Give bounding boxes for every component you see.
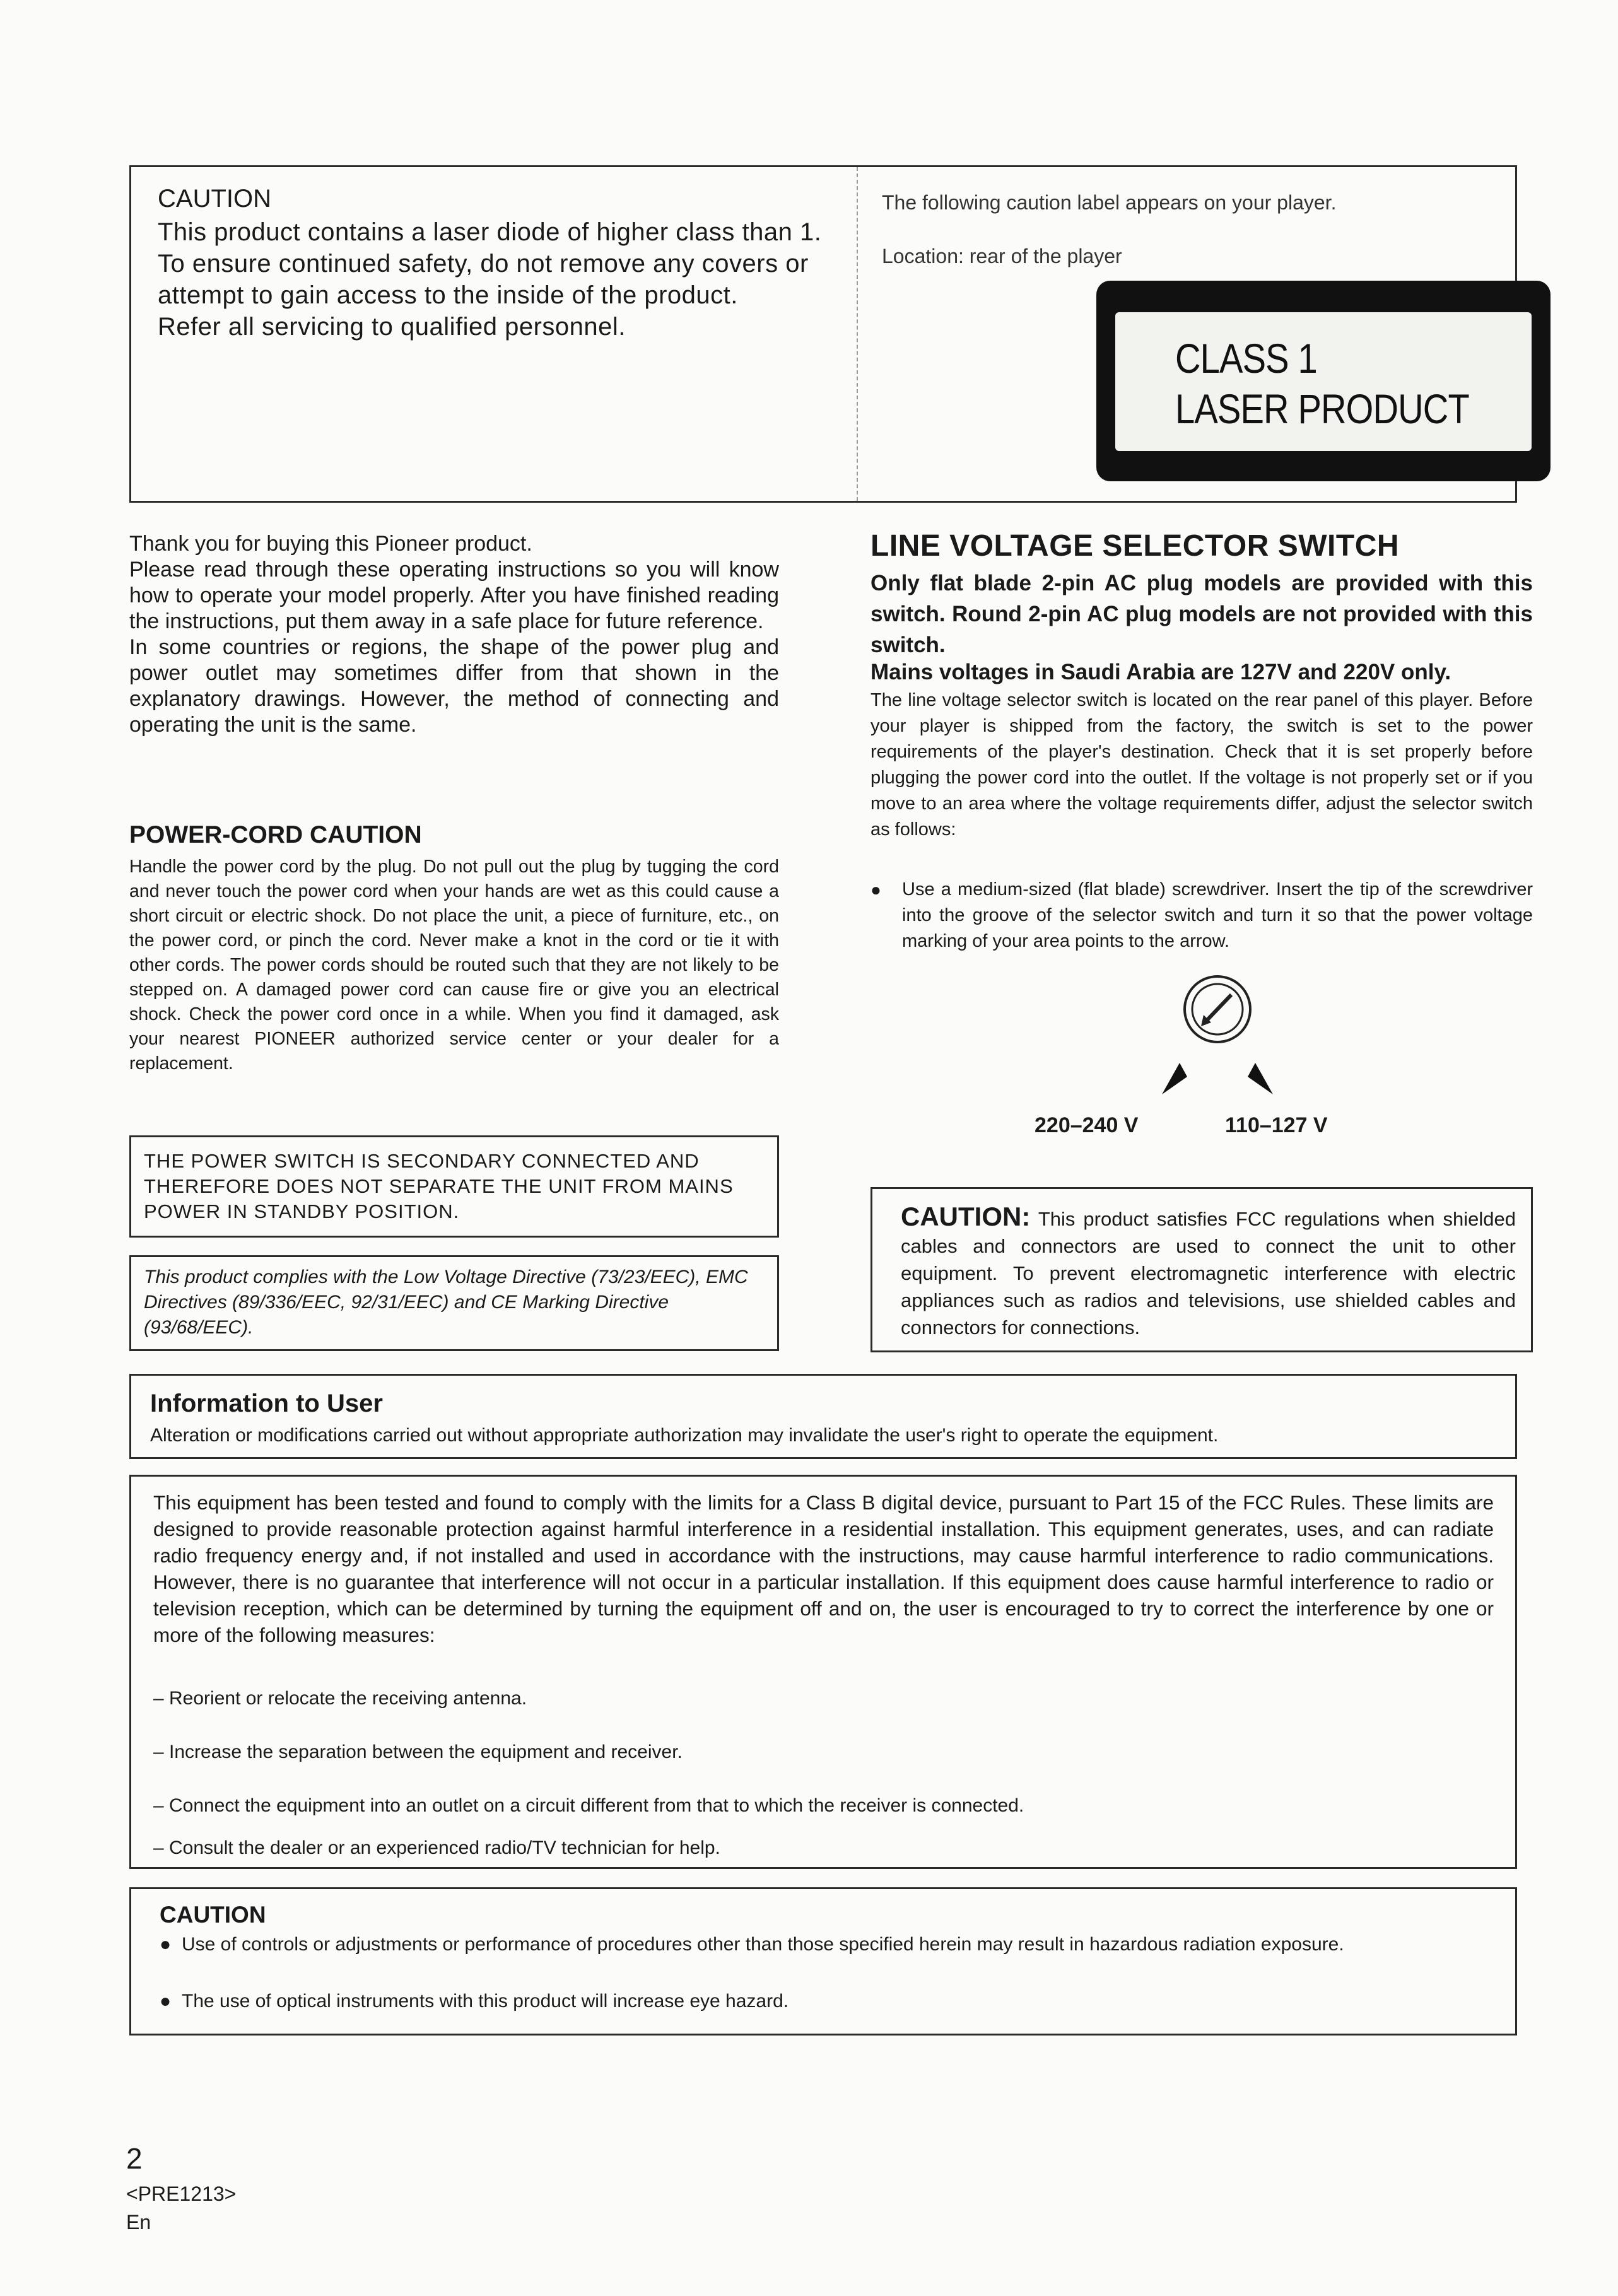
info-to-user-box: [129, 1374, 1517, 1459]
lvd-notice-box: [129, 1255, 779, 1351]
line-voltage-heading: LINE VOLTAGE SELECTOR SWITCH: [871, 529, 1400, 563]
bullet-icon: ●: [160, 1991, 172, 2012]
language-code: En: [126, 2211, 151, 2234]
caution-title: CAUTION: [158, 185, 271, 213]
voltage-selector-dial-icon: [1135, 968, 1299, 1107]
laser-label-line2: LASER PRODUCT: [1175, 385, 1469, 432]
bullet-icon: ●: [160, 1934, 172, 1955]
bullet-icon: ●: [871, 880, 881, 899]
power-cord-body: Handle the power cord by the plug. Do not pull out the plug by tugging the cord and never touch the power cord when your hands are wet as this could cause a short circuit or electric shock. Do not place the unit, a piece of furniture, etc., on the power cord, or pinch the cord. Never make a knot in the cord or tie it with other cords. The power cords should be routed such that they are not likely to be stepped on. A damaged power cord can cause fire or give you an electrical shock. Check the power cord once in a while. When you find it damaged, ask your nearest PIONEER authorized service center or your dealer for a replacement.: [129, 857, 779, 1074]
laser-label-line1: CLASS 1: [1175, 335, 1317, 382]
fcc-caution-text: [901, 1203, 1516, 1341]
fcc-measure-item: – Consult the dealer or an experienced radio/TV technician for help.: [153, 1837, 720, 1858]
voltage-label-220: 220–240 V: [1035, 1113, 1139, 1137]
document-code: <PRE1213>: [126, 2182, 237, 2205]
fcc-measure-item: – Reorient or relocate the receiving antenna.: [153, 1688, 527, 1709]
power-cord-heading: POWER-CORD CAUTION: [129, 821, 422, 848]
info-to-user-heading: Information to User: [150, 1390, 383, 1417]
line-voltage-plug-note: Only flat blade 2-pin AC plug models are provided with this switch. Round 2-pin AC plug models are not provided with this switch.: [871, 571, 1533, 657]
page-number: 2: [126, 2142, 143, 2175]
laser-product-label: [1096, 281, 1551, 481]
radiation-caution-heading: CAUTION: [160, 1902, 266, 1928]
fcc-measure-item: – Connect the equipment into an outlet on a circuit different from that to which the receiver is connected.: [153, 1795, 1024, 1816]
fcc-caution-label: CAUTION:: [901, 1202, 1031, 1231]
radiation-caution-text: The use of optical instruments with this product will increase eye hazard.: [182, 1991, 789, 2012]
fcc-caution-body: This product satisfies FCC regulations when shielded cables and connectors are used to connect the unit to other equipment. To prevent electromagnetic interference with electric appliances such as radios and televisions, use shielded cables and connectors for connections.: [901, 1208, 1516, 1338]
lvd-notice: This product complies with the Low Voltage Directive (73/23/EEC), EMC Directives (89/336/EEC, 92/31/EEC) and CE Marking Directive (93/68/EEC).: [144, 1267, 748, 1338]
intro-paragraph: Thank you for buying this Pioneer product. Please read through these operating instructions so you will know how to operate your model properly. After you have finished reading the instructions, put them away in a safe place for future reference. In some countries or regions, the shape of the power plug and power outlet may sometimes differ from that shown in the explanatory drawings. However, the method of connecting and operating the unit is the same.: [129, 532, 779, 737]
voltage-label-110: 110–127 V: [1225, 1113, 1328, 1137]
laser-caution-box: [129, 165, 1517, 503]
power-switch-notice: THE POWER SWITCH IS SECONDARY CONNECTED AND THEREFORE DOES NOT SEPARATE THE UNIT FROM MAINS POWER IN STANDBY POSITION.: [144, 1150, 734, 1222]
radiation-caution-text: Use of controls or adjustments or performance of procedures other than those specified herein may result in hazardous radiation exposure.: [182, 1934, 1344, 1955]
fcc-rules-box: [129, 1475, 1517, 1869]
power-switch-notice-box: [129, 1135, 779, 1238]
caution-body: This product contains a laser diode of higher class than 1. To ensure continued safety, do not remove any covers or attempt to gain access to the inside of the product. Refer all servicing to qualified personnel.: [158, 218, 822, 341]
line-voltage-body: The line voltage selector switch is located on the rear panel of this player. Before your player is shipped from the factory, the switch is set to the power requirements of the player's destination. Check that it is set properly before plugging the power cord into the outlet. If the voltage is not properly set or if you move to an area where the voltage requirements differ, adjust the selector switch as follows:: [871, 690, 1533, 840]
info-to-user-text: Alteration or modifications carried out without appropriate authorization may invalidate the user's right to operate the equipment.: [150, 1425, 1219, 1446]
line-voltage-saudi-note: Mains voltages in Saudi Arabia are 127V and 220V only.: [871, 660, 1451, 684]
line-voltage-bullet-text: Use a medium-sized (flat blade) screwdriver. Insert the tip of the screwdriver into the groove of the selector switch and turn it so that the power voltage marking of your area points to the arrow.: [902, 879, 1533, 951]
radiation-caution-box: [129, 1887, 1517, 2035]
label-location-text: Location: rear of the player: [882, 245, 1122, 267]
fcc-measure-item: – Increase the separation between the equipment and receiver.: [153, 1742, 683, 1762]
box-divider: [857, 167, 858, 501]
label-intro-text: The following caution label appears on your player.: [882, 191, 1337, 214]
fcc-rules-paragraph: This equipment has been tested and found to comply with the limits for a Class B digital device, pursuant to Part 15 of the FCC Rules. These limits are designed to provide reasonable protection against harmful interference in a residential installation. This equipment generates, uses, and can radiate radio frequency energy and, if not installed and used in accordance with the instructions, may cause harmful interference to radio communications. However, there is no guarantee that interference will not occur in a particular installation. If this equipment does cause harmful interference to radio or television reception, which can be determined by turning the equipment off and on, the user is encouraged to try to correct the interference by one or more of the following measures:: [153, 1491, 1494, 1646]
fcc-caution-box: [871, 1187, 1533, 1352]
